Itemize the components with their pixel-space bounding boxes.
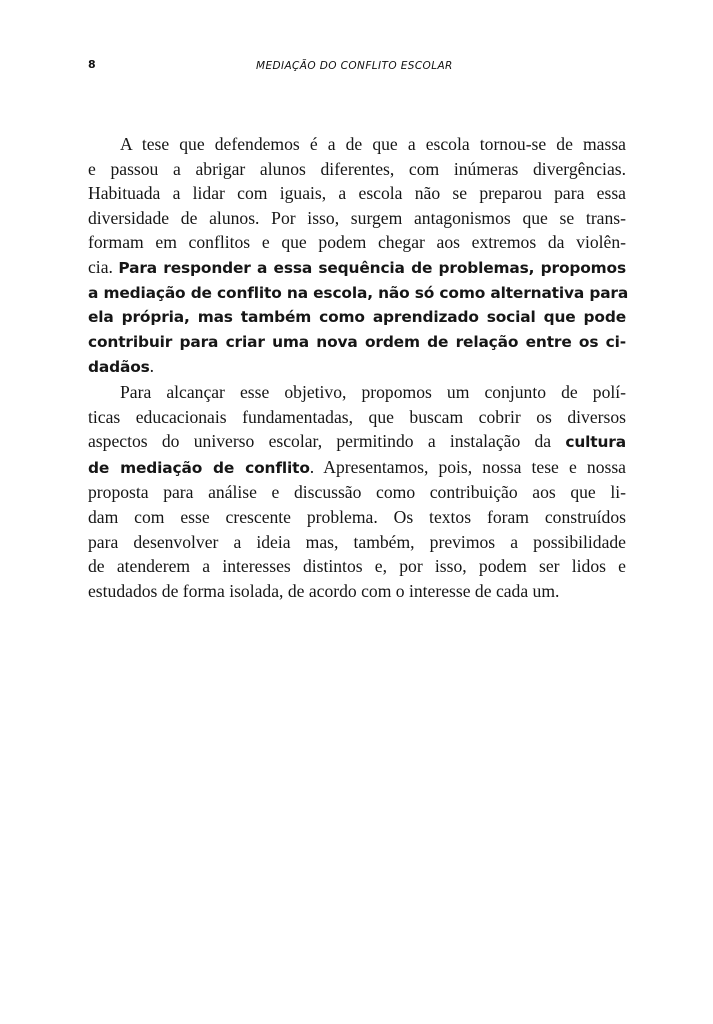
text-line: para desenvolver a ideia mas, também, previmos a possibilidade: [88, 531, 626, 552]
text-line: [88, 429, 626, 455]
text-line: dam com esse crescente problema. Os textos foram construídos: [88, 506, 626, 527]
bold-text-run: dadãos: [88, 358, 150, 377]
text-line: Para alcançar esse objetivo, propomos um conjunto de polí-: [120, 381, 626, 402]
bold-text-line: contribuir para criar uma nova ordem de relação entre os ci-: [88, 332, 626, 351]
text-line: [88, 354, 626, 380]
page-number: 8: [88, 58, 96, 71]
text-run: aspectos do universo escolar, permitindo a instalação da: [88, 431, 566, 452]
paragraph-1: [88, 132, 629, 380]
text-line: [88, 455, 626, 481]
text-line: de atenderem a interesses distintos e, por isso, podem ser lidos e: [88, 556, 626, 577]
text-run: cia.: [88, 256, 119, 277]
body-text: [88, 132, 629, 603]
text-line: estudados de forma isolada, de acordo com o interesse de cada um.: [88, 580, 560, 601]
text-line: proposta para análise e discussão como contribuição aos que li-: [88, 482, 626, 503]
bold-text-run: de mediação de conflito: [88, 458, 310, 477]
text-line: e passou a abrigar alunos diferentes, com inúmeras divergências.: [88, 158, 626, 179]
text-line: [88, 255, 626, 281]
bold-text-run: cultura: [565, 433, 626, 452]
paragraph-2: [88, 380, 626, 603]
text-line: A tese que defendemos é a de que a escola tornou-se de massa: [120, 134, 626, 154]
bold-text-run: Para responder a essa sequência de problemas, propomos: [118, 258, 626, 277]
bold-text-line: ela própria, mas também como aprendizado social que pode: [88, 308, 626, 327]
text-line: formam em conflitos e que podem chegar aos extremos da violên-: [88, 232, 626, 253]
text-run: .: [149, 356, 155, 377]
text-run: . Apresentamos, pois, nossa tese e nossa: [309, 456, 626, 477]
text-line: diversidade de alunos. Por isso, surgem antagonismos que se trans-: [88, 207, 626, 228]
bold-text-line: a mediação de conflito na escola, não só como alternativa para: [88, 283, 629, 302]
running-header: MEDIAÇÃO DO CONFLITO ESCOLAR: [256, 60, 453, 72]
text-line: Habituada a lidar com iguais, a escola não se preparou para essa: [88, 183, 626, 204]
text-line: ticas educacionais fundamentadas, que buscam cobrir os diversos: [88, 406, 626, 427]
